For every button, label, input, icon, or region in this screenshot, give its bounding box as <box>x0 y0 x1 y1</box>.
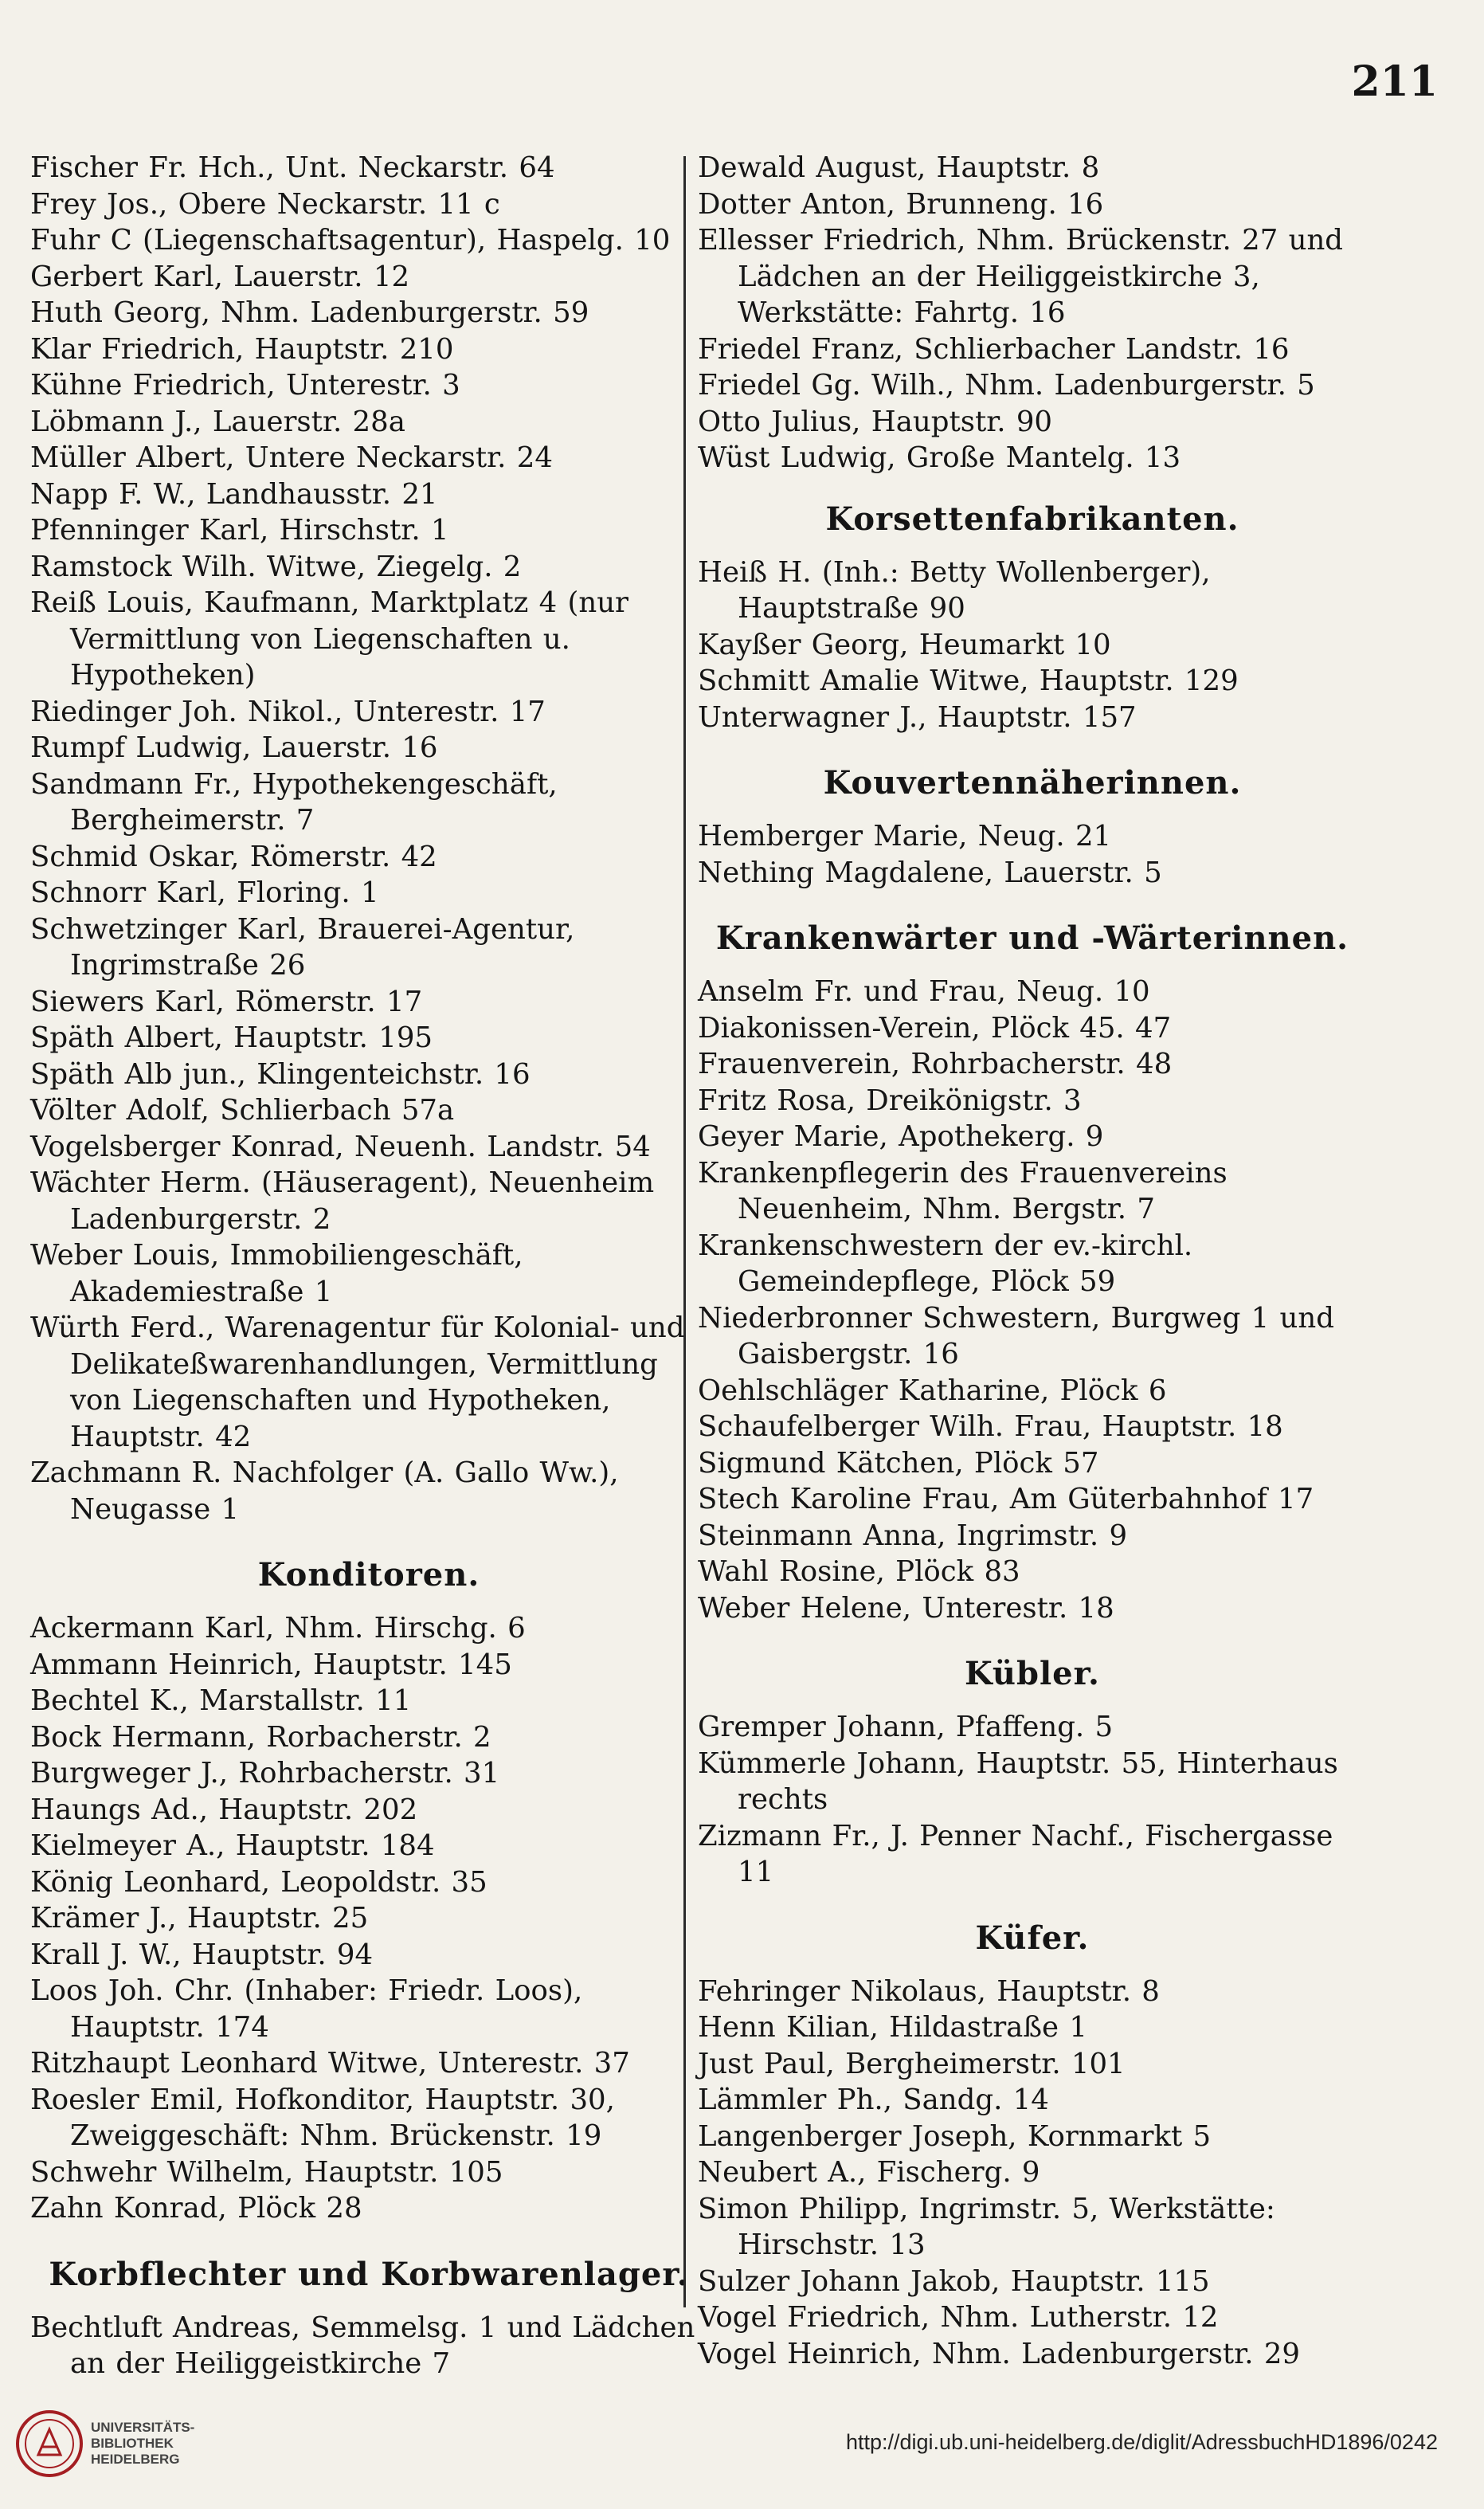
directory-entry: Vogel Heinrich, Nhm. Ladenburgerstr. 29 <box>698 2337 1300 2370</box>
directory-entry: Krankenschwestern der ev.-kirchl. Gemeindepflege, Plöck 59 <box>698 1229 1193 1298</box>
directory-entry: Anselm Fr. und Frau, Neug. 10 <box>698 975 1150 1008</box>
directory-entry: Friedel Gg. Wilh., Nhm. Ladenburgerstr. 5 <box>698 369 1315 402</box>
directory-entry: Frauenverein, Rohrbacherstr. 48 <box>698 1048 1173 1080</box>
library-seal-icon <box>16 2410 83 2477</box>
directory-entry: Huth Georg, Nhm. Ladenburgerstr. 59 <box>30 296 589 329</box>
page-number: 211 <box>1351 57 1438 106</box>
directory-entry: Schmitt Amalie Witwe, Hauptstr. 129 <box>698 664 1239 697</box>
directory-entry: Vogelsberger Konrad, Neuenh. Landstr. 54 <box>30 1130 651 1163</box>
logo-line: HEIDELBERG <box>91 2452 180 2467</box>
directory-entry: Ellesser Friedrich, Nhm. Brückenstr. 27 und Lädchen an der Heiliggeistkirche 3, Werkstätte: Fahrtg. 16 <box>698 224 1344 329</box>
directory-entry: Bock Hermann, Rorbacherstr. 2 <box>30 1720 491 1754</box>
directory-entry: Nething Magdalene, Lauerstr. 5 <box>698 856 1162 889</box>
section-heading: Korbflechter und Korbwarenlager. <box>49 2255 689 2293</box>
directory-entry: Kayßer Georg, Heumarkt 10 <box>698 628 1111 661</box>
section-heading: Krankenwärter und -Wärterinnen. <box>715 919 1349 957</box>
directory-entry: Gremper Johann, Pfaffeng. 5 <box>698 1711 1114 1743</box>
logo-text <box>91 2420 194 2468</box>
source-url-link[interactable]: http://digi.ub.uni-heidelberg.de/diglit/AdressbuchHD1896/0242 <box>845 2430 1438 2454</box>
section-heading: Küfer. <box>975 1919 1090 1957</box>
logo-line: UNIVERSITÄTS- <box>91 2420 195 2435</box>
directory-entry: Würth Ferd., Warenagentur für Kolonial- und Delikateßwarenhandlungen, Vermittlung von Liegenschaften und Hypotheken, Hauptstr. 42 <box>30 1311 685 1453</box>
left-column <box>30 150 707 2382</box>
directory-entry: Krämer J., Hauptstr. 25 <box>30 1902 369 1935</box>
directory-entry: Schaufelberger Wilh. Frau, Hauptstr. 18 <box>698 1410 1283 1443</box>
directory-entry: Müller Albert, Untere Neckarstr. 24 <box>30 441 553 474</box>
directory-entry: Sandmann Fr., Hypothekengeschäft, Bergheimerstr. 7 <box>30 767 558 837</box>
directory-entry: Klar Friedrich, Hauptstr. 210 <box>30 332 454 366</box>
directory-entry: Sigmund Kätchen, Plöck 57 <box>698 1446 1099 1480</box>
directory-entry: Friedel Franz, Schlierbacher Landstr. 16 <box>698 332 1290 366</box>
directory-entry: Krankenpflegerin des Frauenvereins Neuenheim, Nhm. Bergstr. 7 <box>698 1156 1228 1225</box>
directory-entry: Zahn Konrad, Plöck 28 <box>30 2192 362 2225</box>
section-heading: Korsettenfabrikanten. <box>825 500 1239 538</box>
directory-entry: Frey Jos., Obere Neckarstr. 11 c <box>30 187 500 221</box>
directory-entry: Kümmerle Johann, Hauptstr. 55, Hinterhaus rechts <box>698 1746 1338 1816</box>
directory-entry: Siewers Karl, Römerstr. 17 <box>30 985 423 1018</box>
directory-entry: Riedinger Joh. Nikol., Unterestr. 17 <box>30 695 546 728</box>
directory-entry: Heiß H. (Inh.: Betty Wollenberger), Hauptstraße 90 <box>698 555 1211 625</box>
directory-entry: Bechtel K., Marstallstr. 11 <box>30 1684 412 1717</box>
directory-entry: Späth Albert, Hauptstr. 195 <box>30 1021 433 1054</box>
directory-entry: Ackermann Karl, Nhm. Hirschg. 6 <box>30 1612 526 1645</box>
footer <box>0 2382 1484 2509</box>
right-column <box>698 150 1367 2372</box>
directory-entry: Ritzhaupt Leonhard Witwe, Unterestr. 37 <box>30 2047 630 2080</box>
directory-entry: Roesler Emil, Hofkonditor, Hauptstr. 30, Zweiggeschäft: Nhm. Brückenstr. 19 <box>30 2083 615 2152</box>
directory-entry: Fuhr C (Liegenschaftsagentur), Haspelg. 10 <box>30 224 671 257</box>
directory-entry: Kielmeyer A., Hauptstr. 184 <box>30 1829 435 1862</box>
directory-entry: Hemberger Marie, Neug. 21 <box>698 820 1112 853</box>
directory-entry: Schnorr Karl, Floring. 1 <box>30 876 379 909</box>
directory-entry: Zizmann Fr., J. Penner Nachf., Fischergasse 11 <box>698 1819 1333 1888</box>
directory-entry: Neubert A., Fischerg. 9 <box>698 2156 1040 2189</box>
directory-entry: Fischer Fr. Hch., Unt. Neckarstr. 64 <box>30 151 555 184</box>
directory-entry: Kühne Friedrich, Unterestr. 3 <box>30 369 460 402</box>
directory-entry: Diakonissen-Verein, Plöck 45. 47 <box>698 1011 1172 1045</box>
directory-entry: Just Paul, Bergheimerstr. 101 <box>698 2047 1126 2080</box>
directory-entry: Ammann Heinrich, Hauptstr. 145 <box>30 1648 512 1681</box>
directory-entry: Weber Louis, Immobiliengeschäft, Akademiestraße 1 <box>30 1239 523 1308</box>
section-heading: Kouvertennäherinnen. <box>823 764 1242 802</box>
directory-entry: Niederbronner Schwestern, Burgweg 1 und Gaisbergstr. 16 <box>698 1301 1334 1370</box>
directory-entry: Schmid Oskar, Römerstr. 42 <box>30 840 437 873</box>
directory-entry: Wüst Ludwig, Große Mantelg. 13 <box>698 441 1181 474</box>
directory-entry: Ramstock Wilh. Witwe, Ziegelg. 2 <box>30 550 522 583</box>
directory-entry: Wächter Herm. (Häuseragent), Neuenheim Ladenburgerstr. 2 <box>30 1166 655 1236</box>
directory-entry: Löbmann J., Lauerstr. 28a <box>30 405 405 438</box>
directory-entry: Dotter Anton, Brunneng. 16 <box>698 187 1104 221</box>
directory-entry: Wahl Rosine, Plöck 83 <box>698 1555 1020 1588</box>
directory-entry: Gerbert Karl, Lauerstr. 12 <box>30 260 410 293</box>
directory-entry: Langenberger Joseph, Kornmarkt 5 <box>698 2119 1212 2153</box>
directory-entry: Krall J. W., Hauptstr. 94 <box>30 1938 374 1971</box>
directory-entry: Simon Philipp, Ingrimstr. 5, Werkstätte: Hirschstr. 13 <box>698 2192 1275 2261</box>
directory-entry: Loos Joh. Chr. (Inhaber: Friedr. Loos), Hauptstr. 174 <box>30 1974 583 2044</box>
directory-entry: Schwehr Wilhelm, Hauptstr. 105 <box>30 2155 503 2189</box>
directory-entry: Bechtluft Andreas, Semmelsg. 1 und Lädchen an der Heiliggeistkirche 7 <box>30 2311 695 2380</box>
directory-entry: Fritz Rosa, Dreikönigstr. 3 <box>698 1084 1082 1117</box>
directory-entry: Unterwagner J., Hauptstr. 157 <box>698 700 1137 734</box>
directory-entry: Pfenninger Karl, Hirschstr. 1 <box>30 514 449 547</box>
directory-entry: Stech Karoline Frau, Am Güterbahnhof 17 <box>698 1483 1314 1515</box>
directory-entry: Burgweger J., Rohrbacherstr. 31 <box>30 1757 500 1790</box>
library-logo[interactable] <box>16 2400 194 2487</box>
directory-entry: Reiß Louis, Kaufmann, Marktplatz 4 (nur Vermittlung von Liegenschaften u. Hypotheken) <box>30 586 629 692</box>
directory-entry: König Leonhard, Leopoldstr. 35 <box>30 1865 487 1899</box>
directory-entry: Geyer Marie, Apothekerg. 9 <box>698 1120 1104 1153</box>
directory-entry: Oehlschläger Katharine, Plöck 6 <box>698 1374 1167 1407</box>
logo-line: BIBLIOTHEK <box>91 2436 174 2451</box>
directory-entry: Dewald August, Hauptstr. 8 <box>698 151 1100 184</box>
section-heading: Kübler. <box>965 1655 1100 1692</box>
directory-entry: Weber Helene, Unterestr. 18 <box>698 1591 1114 1625</box>
directory-entry: Napp F. W., Landhausstr. 21 <box>30 477 438 511</box>
directory-entry: Völter Adolf, Schlierbach 57a <box>30 1094 455 1127</box>
directory-entry: Späth Alb jun., Klingenteichstr. 16 <box>30 1057 531 1091</box>
directory-entry: Haungs Ad., Hauptstr. 202 <box>30 1793 418 1826</box>
directory-entry: Lämmler Ph., Sandg. 14 <box>698 2084 1049 2116</box>
directory-entry: Steinmann Anna, Ingrimstr. 9 <box>698 1519 1128 1552</box>
directory-entry: Schwetzinger Karl, Brauerei-Agentur, Ingrimstraße 26 <box>30 912 575 982</box>
directory-entry: Fehringer Nikolaus, Hauptstr. 8 <box>698 1974 1160 2008</box>
directory-entry: Henn Kilian, Hildastraße 1 <box>698 2011 1087 2044</box>
directory-entry: Sulzer Johann Jakob, Hauptstr. 115 <box>698 2264 1210 2298</box>
directory-entry: Vogel Friedrich, Nhm. Lutherstr. 12 <box>698 2301 1219 2334</box>
directory-entry: Zachmann R. Nachfolger (A. Gallo Ww.), Neugasse 1 <box>30 1456 619 1526</box>
column-divider <box>683 156 686 2307</box>
section-heading: Konditoren. <box>257 1556 480 1594</box>
directory-entry: Rumpf Ludwig, Lauerstr. 16 <box>30 731 438 764</box>
directory-entry: Otto Julius, Hauptstr. 90 <box>698 405 1053 438</box>
